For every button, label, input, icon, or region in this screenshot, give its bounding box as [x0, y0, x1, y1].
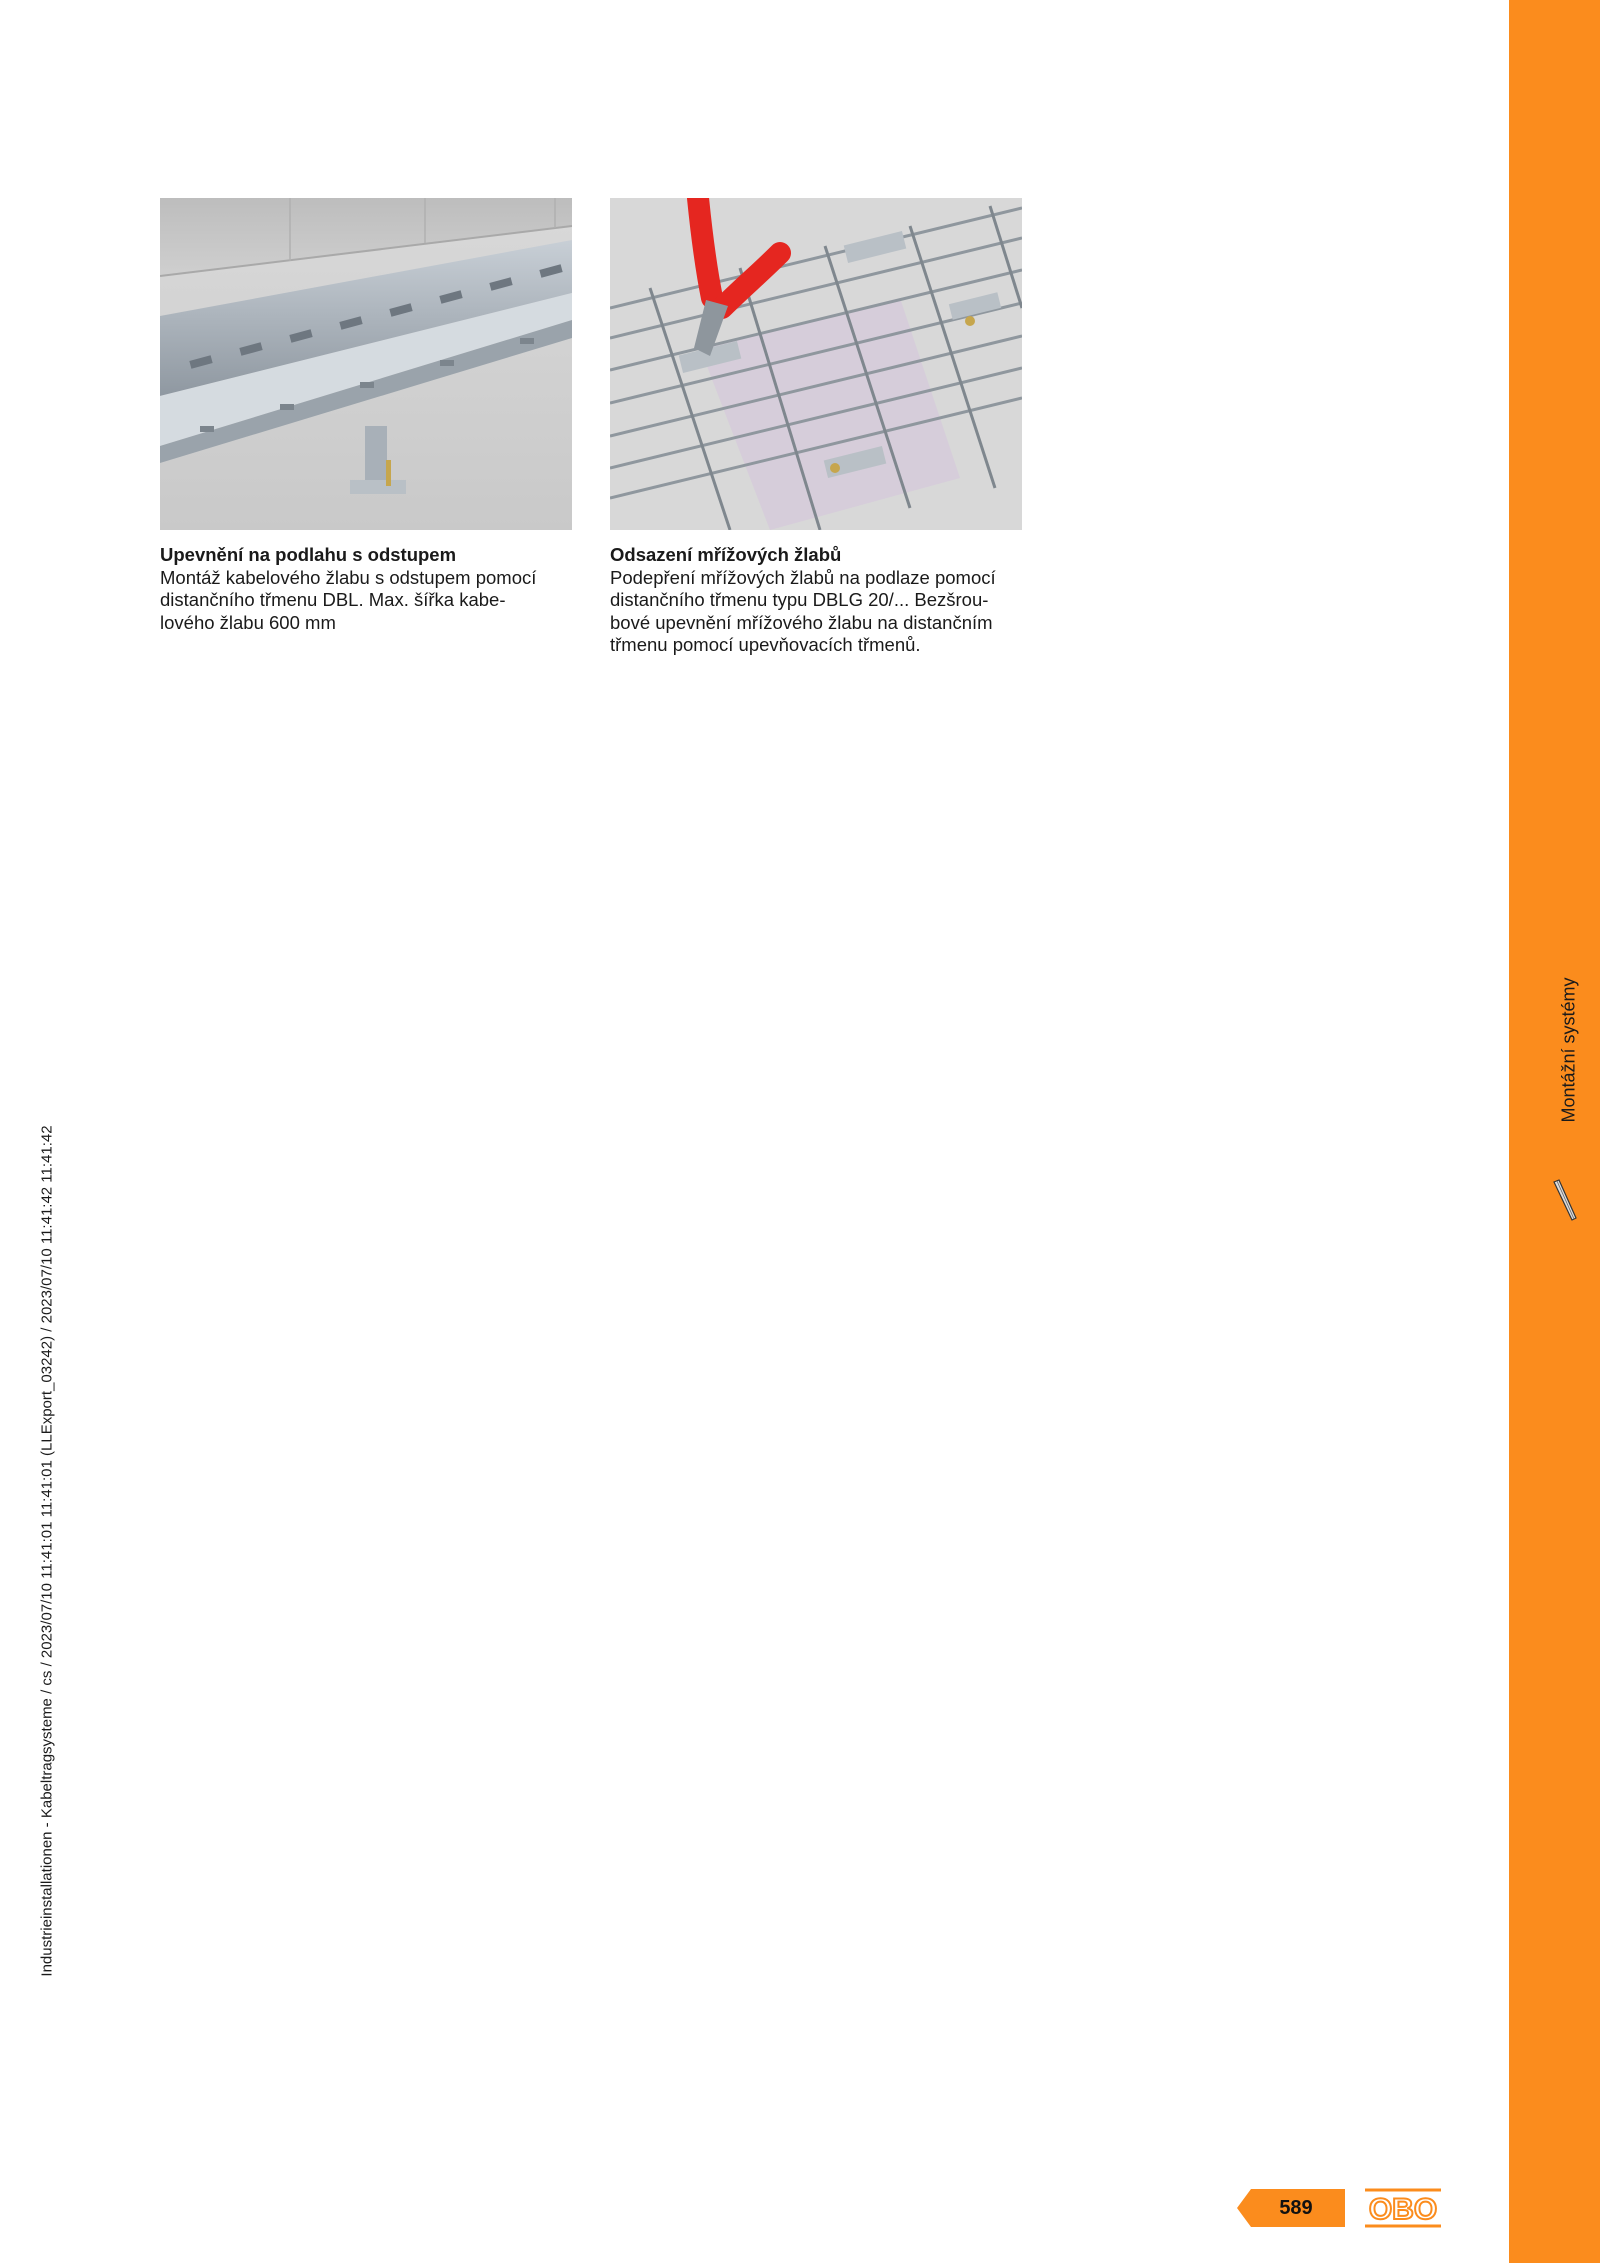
caption-line: distančního třmenu DBL. Max. šířka kabe-	[160, 589, 506, 610]
caption-title: Upevnění na podlahu s odstupem	[160, 544, 457, 565]
caption-line: Montáž kabelového žlabu s odstupem pomocí	[160, 566, 537, 588]
caption-title: Odsazení mřížových žlabů	[610, 544, 842, 565]
figure-card-floor-mount	[160, 198, 572, 634]
cable-tray-icon	[1546, 1174, 1586, 1224]
obo-logo	[1363, 2188, 1443, 2228]
caption-line: bové upevnění mřížového žlabu na distančním	[610, 611, 993, 633]
caption-floor-mount	[160, 544, 572, 634]
section-label: Montážní systémy	[1558, 977, 1579, 1123]
orange-side-band	[1509, 0, 1600, 2263]
figure-card-mesh-tray	[610, 198, 1022, 657]
cable-tray-on-floor-stand-photo	[160, 198, 572, 530]
caption-line: lového žlabu 600 mm	[160, 611, 336, 633]
caption-mesh-tray	[610, 544, 1022, 657]
logo-text: OBO	[1368, 2193, 1438, 2226]
mesh-tray-with-pliers-photo	[610, 198, 1022, 530]
caption-line: Podepření mřížových žlabů na podlaze pomocí	[610, 566, 996, 588]
export-metadata: Industrieinstallationen - Kabeltragsysteme / cs / 2023/07/10 11:41:01 11:41:01 (LLExport_03242) / 2023/07/10 11:41:42 11:41:42	[38, 1125, 56, 1977]
caption-line: distančního třmenu typu DBLG 20/... Bezšrou-	[610, 589, 989, 610]
page-number: 589	[1279, 2197, 1313, 2219]
caption-line: třmenu pomocí upevňovacích třmenů.	[610, 634, 921, 655]
